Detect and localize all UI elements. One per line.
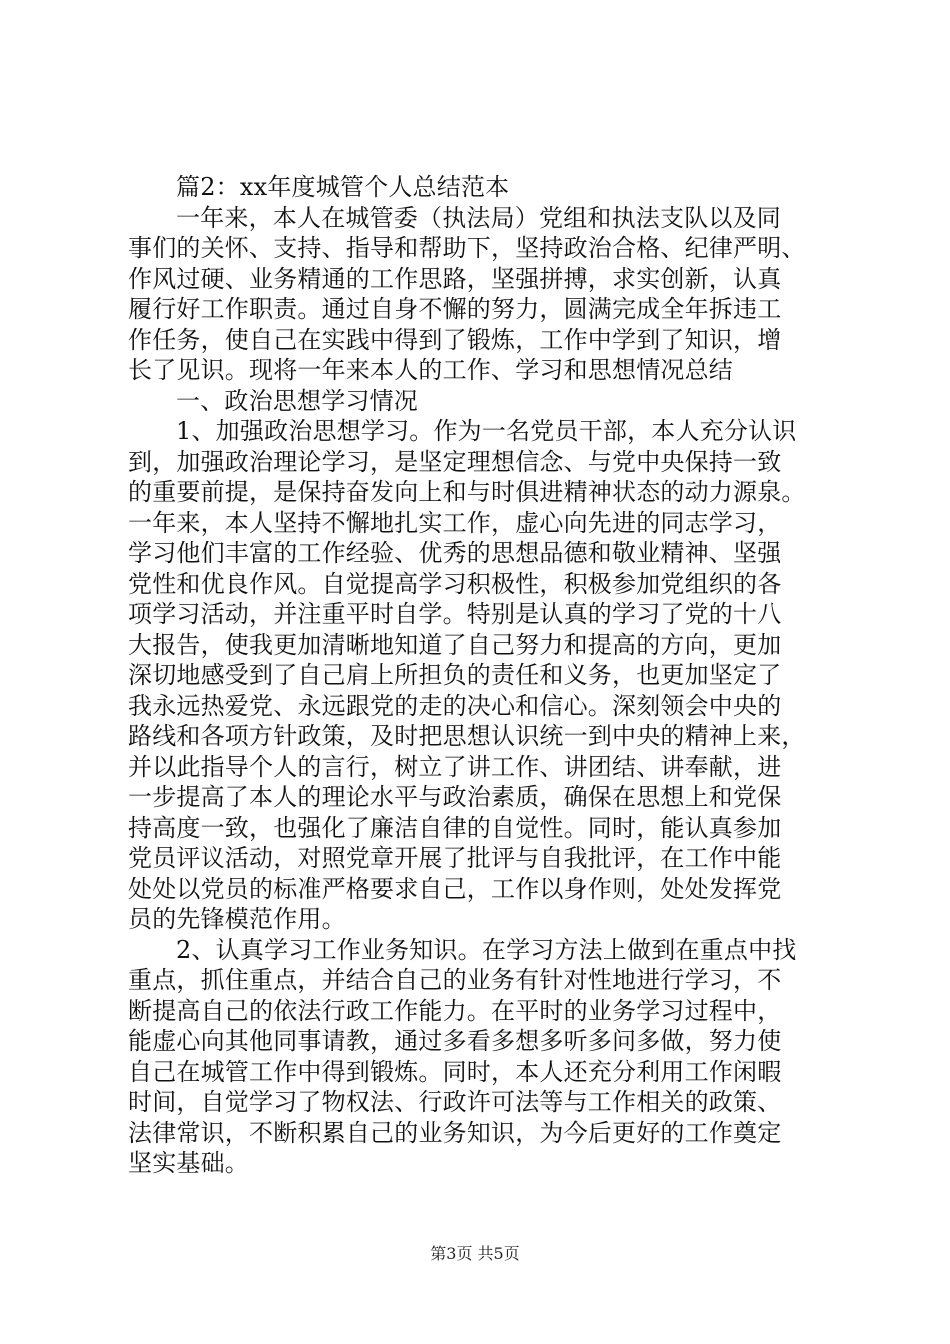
text-line: 作风过硬、业务精通的工作思路，坚强拼搏，求实创新，认真: [128, 264, 782, 293]
text-line: 重点，抓住重点，并结合自己的业务有针对性地进行学习，不: [128, 966, 782, 994]
text-line: 党性和优良作风。自觉提高学习积极性，积极参加党组织的各: [128, 569, 782, 598]
text-line: 法律常识，不断积累自己的业务知识，为今后更好的工作奠定: [128, 1118, 782, 1147]
text-line: 能虚心向其他同事请教，通过多看多想多听多问多做，努力使: [128, 1027, 782, 1055]
text-line: 并以此指导个人的言行，树立了讲工作、讲团结、讲奉献，进: [128, 752, 782, 781]
text-line: 持高度一致，也强化了廉洁自律的自觉性。同时，能认真参加: [128, 813, 782, 842]
page-number: 第3页 共5页: [430, 1244, 520, 1263]
text-line: 员的先锋模范作用。: [128, 905, 346, 933]
text-line: 到，加强政治理论学习，是坚定理想信念、与党中央保持一致: [128, 447, 782, 476]
text-line: 学习他们丰富的工作经验、优秀的思想品德和敬业精神、坚强: [128, 539, 782, 567]
text-line: 事们的关怀、支持、指导和帮助下，坚持政治合格、纪律严明、: [128, 234, 806, 262]
text-line: 一年来，本人在城管委（执法局）党组和执法支队以及同: [176, 203, 781, 232]
document-body: [128, 172, 828, 1179]
text-line: 坚实基础。: [128, 1149, 249, 1177]
section-heading: 一、政治思想学习情况: [176, 386, 418, 415]
text-line: 断提高自己的依法行政工作能力。在平时的业务学习过程中，: [128, 996, 782, 1025]
text-line: 大报告，使我更加清晰地知道了自己努力和提高的方向，更加: [128, 630, 782, 659]
paragraph-business-study: [128, 935, 828, 1179]
text-line: 项学习活动，并注重平时自学。特别是认真的学习了党的十八: [128, 600, 782, 628]
text-line: 时间，自觉学习了物权法、行政许可法等与工作相关的政策、: [128, 1088, 782, 1116]
text-line: 履行好工作职责。通过自身不懈的努力，圆满完成全年拆违工: [128, 295, 782, 323]
section-heading-politics: [128, 386, 828, 417]
text-line: 自己在城管工作中得到锻炼。同时，本人还充分利用工作闲暇: [128, 1057, 782, 1086]
text-line: 1、加强政治思想学习。作为一名党员干部，本人充分认识: [176, 417, 797, 445]
text-line: 我永远热爱党、永远跟党的走的决心和信心。深刻领会中央的: [128, 691, 782, 720]
paragraph-intro: [128, 203, 828, 386]
document-title: 篇2：xx年度城管个人总结范本: [176, 173, 510, 201]
text-line: 路线和各项方针政策，及时把思想认识统一到中央的精神上来，: [128, 722, 806, 750]
paragraph-political-study: [128, 416, 828, 935]
text-line: 处处以党员的标准严格要求自己，工作以身作则，处处发挥党: [128, 874, 782, 903]
text-line: 一年来，本人坚持不懈地扎实工作，虚心向先进的同志学习，: [128, 508, 782, 537]
text-line: 长了见识。现将一年来本人的工作、学习和思想情况总结: [128, 356, 733, 384]
text-line: 党员评议活动，对照党章开展了批评与自我批评，在工作中能: [128, 844, 782, 872]
text-line: 作任务，使自己在实践中得到了锻炼，工作中学到了知识，增: [128, 325, 782, 354]
text-line: 深切地感受到了自己肩上所担负的责任和义务，也更加坚定了: [128, 661, 782, 689]
text-line: 一步提高了本人的理论水平与政治素质，确保在思想上和党保: [128, 783, 782, 811]
page-footer: [0, 1244, 950, 1264]
text-line: 2、认真学习工作业务知识。在学习方法上做到在重点中找: [176, 935, 797, 964]
text-line: 的重要前提，是保持奋发向上和与时俱进精神状态的动力源泉。: [128, 478, 806, 506]
